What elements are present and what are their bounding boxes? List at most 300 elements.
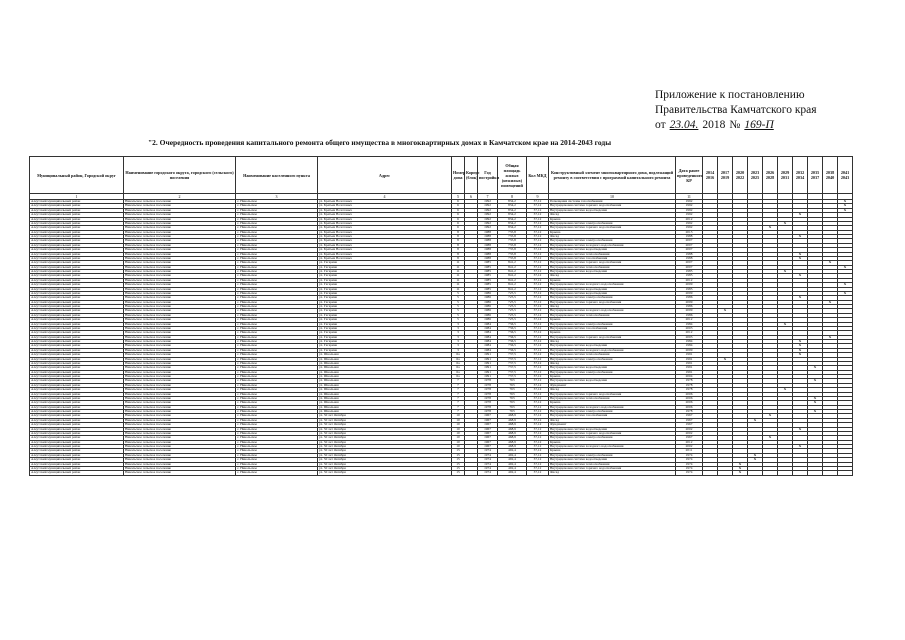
cell-house: 10 — [452, 423, 465, 427]
cell-last-repair: 1992 — [676, 226, 703, 230]
cell-last-repair: 2002 — [676, 431, 703, 435]
cell-settlement: Никольское сельское поселение — [124, 440, 236, 444]
cell-last-repair: 2012 — [676, 217, 703, 221]
cell-element: Внутридомовая система теплоснабжения — [549, 265, 676, 269]
cell-mkd: 37,12 — [527, 449, 549, 453]
cell-locality: с. Никольское — [236, 221, 318, 225]
cell-district: Алеутский муниципальный район — [30, 248, 124, 252]
cell-last-repair: 2007 — [676, 239, 703, 243]
cell-year: 1984 — [478, 340, 498, 344]
cell-house: 5 — [452, 300, 465, 304]
cell-address: ул. Гагарина — [318, 331, 452, 335]
cell-address: ул. 50 лет Октября — [318, 431, 452, 435]
cell-period-mark: X — [823, 300, 838, 304]
cell-last-repair: 1967 — [676, 418, 703, 422]
cell-year: 1974 — [478, 462, 498, 466]
cell-settlement: Никольское сельское поселение — [124, 252, 236, 256]
cell-house: 6 — [452, 226, 465, 230]
cell-period-mark: X — [793, 256, 808, 260]
cell-settlement: Никольское сельское поселение — [124, 204, 236, 208]
cell-settlement: Никольское сельское поселение — [124, 458, 236, 462]
cell-district: Алеутский муниципальный район — [30, 230, 124, 234]
cell-house: 6 — [452, 217, 465, 221]
cell-district: Алеутский муниципальный район — [30, 265, 124, 269]
cell-area: 834,2 — [498, 226, 527, 230]
cell-mkd: 37,12 — [527, 375, 549, 379]
cell-district: Алеутский муниципальный район — [30, 283, 124, 287]
cell-house: 11 — [452, 278, 465, 282]
cell-locality: с. Никольское — [236, 313, 318, 317]
cell-period-mark — [748, 471, 763, 475]
cell-settlement: Никольское сельское поселение — [124, 291, 236, 295]
cell-element: Внутридомовая система водоотведения — [549, 270, 676, 274]
col-period: 2020 2022 — [733, 157, 748, 194]
column-number: 9 — [527, 194, 549, 200]
cell-last-repair: 1985 — [676, 270, 703, 274]
cell-year: 1992 — [478, 204, 498, 208]
cell-mkd: 37,12 — [527, 230, 549, 234]
cell-district: Алеутский муниципальный район — [30, 383, 124, 387]
cell-locality: с. Никольское — [236, 296, 318, 300]
cell-period-mark — [808, 471, 823, 475]
cell-district: Алеутский муниципальный район — [30, 300, 124, 304]
cell-address: ул. Гагарина — [318, 313, 452, 317]
cell-address: ул. Школьная — [318, 388, 452, 392]
cell-period-mark — [793, 471, 808, 475]
cell-house: 7 — [452, 383, 465, 387]
cell-house: 6а — [452, 375, 465, 379]
cell-element: Помещения системы газоснабжения — [549, 200, 676, 204]
cell-area: 468,9 — [498, 423, 527, 427]
cell-area: 725,5 — [498, 318, 527, 322]
cell-last-repair: 1988 — [676, 252, 703, 256]
cell-year: 1967 — [478, 414, 498, 418]
cell-locality: с. Никольское — [236, 361, 318, 365]
cell-element: Внутридомовая система теплоснабжения — [549, 396, 676, 400]
cell-last-repair: 2009 — [676, 348, 703, 352]
cell-settlement: Никольское сельское поселение — [124, 313, 236, 317]
cell-last-repair: 2009 — [676, 300, 703, 304]
cell-element: Внутридомовая система газоснабжения — [549, 414, 676, 418]
col-element: Конструктивный элемент многоквартирного дома, подлежащий ремонту в соответствии с программой капитального ремонта — [549, 157, 676, 194]
cell-district: Алеутский муниципальный район — [30, 462, 124, 466]
cell-period-mark: X — [793, 274, 808, 278]
cell-year: 1974 — [478, 458, 498, 462]
cell-year: 1978 — [478, 401, 498, 405]
cell-address: ул. Гагарина — [318, 265, 452, 269]
cell-settlement: Никольское сельское поселение — [124, 217, 236, 221]
cell-area: 834,2 — [498, 221, 527, 225]
cell-house: 3 — [452, 331, 465, 335]
cell-address: ул. Братьев Волотовых — [318, 235, 452, 239]
cell-locality: с. Никольское — [236, 278, 318, 282]
cell-year: 1988 — [478, 252, 498, 256]
cell-period-mark — [763, 471, 778, 475]
cell-element: Внутридомовая система горячего водоснабжения — [549, 204, 676, 208]
cell-area: 841,2 — [498, 278, 527, 282]
cell-area: 737,5 — [498, 361, 527, 365]
cell-area: 763 — [498, 401, 527, 405]
cell-house: 6а — [452, 361, 465, 365]
cell-area: 841,2 — [498, 261, 527, 265]
cell-settlement: Никольское сельское поселение — [124, 287, 236, 291]
cell-settlement: Никольское сельское поселение — [124, 300, 236, 304]
cell-mkd: 37,12 — [527, 353, 549, 357]
cell-period-mark: X — [733, 462, 748, 466]
cell-element: Внутридомовая система горячего водоснабжения — [549, 392, 676, 396]
cell-address: ул. Гагарина — [318, 348, 452, 352]
cell-area: 841,2 — [498, 270, 527, 274]
cell-mkd: 37,12 — [527, 401, 549, 405]
cell-last-repair: 1988 — [676, 235, 703, 239]
cell-mkd: 37,12 — [527, 388, 549, 392]
cell-locality: с. Никольское — [236, 379, 318, 383]
col-period: 2017 2019 — [718, 157, 733, 194]
cell-area: 737,5 — [498, 353, 527, 357]
cell-district: Алеутский муниципальный район — [30, 235, 124, 239]
cell-element: Внутридомовая система водоотведения — [549, 248, 676, 252]
cell-house: 6 — [452, 200, 465, 204]
cell-element: Фасад — [549, 388, 676, 392]
cell-district: Алеутский муниципальный район — [30, 453, 124, 457]
cell-settlement: Никольское сельское поселение — [124, 243, 236, 247]
cell-element: Фасад — [549, 213, 676, 217]
cell-element: Внутридомовая система водоотведения — [549, 291, 676, 295]
cell-locality: с. Никольское — [236, 322, 318, 326]
cell-element: Крыша — [549, 440, 676, 444]
cell-last-repair: 1967 — [676, 436, 703, 440]
cell-settlement: Никольское сельское поселение — [124, 283, 236, 287]
cell-house: 3 — [452, 326, 465, 330]
cell-mkd: 37,12 — [527, 291, 549, 295]
cell-period-mark: X — [838, 291, 853, 295]
cell-address: ул. Гагарина — [318, 300, 452, 304]
cell-year: 1991 — [478, 357, 498, 361]
cell-house: 15 — [452, 462, 465, 466]
cell-address: ул. 50 лет Октября — [318, 436, 452, 440]
cell-settlement: Никольское сельское поселение — [124, 405, 236, 409]
cell-locality: с. Никольское — [236, 287, 318, 291]
cell-mkd: 37,12 — [527, 213, 549, 217]
cell-last-repair: 2007 — [676, 261, 703, 265]
cell-mkd: 37,12 — [527, 256, 549, 260]
document-title: "2. Очередность проведения капитального ремонта общего имущества в многоквартирных домах в Камчатском крае на 2014-2043 годы — [148, 138, 612, 147]
cell-district: Алеутский муниципальный район — [30, 445, 124, 449]
cell-district: Алеутский муниципальный район — [30, 204, 124, 208]
cell-mkd: 37,12 — [527, 340, 549, 344]
cell-year: 1967 — [478, 418, 498, 422]
cell-element: Внутридомовая система водоотведения — [549, 287, 676, 291]
cell-mkd: 37,12 — [527, 200, 549, 204]
cell-area: 735,8 — [498, 256, 527, 260]
appendix-date: от 23.04. 2018 № 169-П — [655, 119, 774, 131]
cell-district: Алеутский муниципальный район — [30, 296, 124, 300]
cell-period-mark: X — [808, 410, 823, 414]
cell-year: 1974 — [478, 453, 498, 457]
cell-district: Алеутский муниципальный район — [30, 366, 124, 370]
column-number: 3 — [236, 194, 318, 200]
cell-district: Алеутский муниципальный район — [30, 388, 124, 392]
cell-last-repair: 2006 — [676, 405, 703, 409]
cell-mkd: 37,12 — [527, 221, 549, 225]
cell-period-mark: X — [763, 414, 778, 418]
cell-last-repair: 2012 — [676, 440, 703, 444]
cell-year: 1974 — [478, 466, 498, 470]
cell-locality: с. Никольское — [236, 357, 318, 361]
cell-district: Алеутский муниципальный район — [30, 270, 124, 274]
cell-last-repair: 1978 — [676, 383, 703, 387]
repair-schedule-table — [29, 156, 853, 476]
cell-district: Алеутский муниципальный район — [30, 208, 124, 212]
cell-mkd: 37,12 — [527, 204, 549, 208]
col-settlement: Наименование городского округа, городского (сельского) поселения — [124, 157, 236, 194]
cell-settlement: Никольское сельское поселение — [124, 418, 236, 422]
cell-locality: с. Никольское — [236, 305, 318, 309]
cell-locality: с. Никольское — [236, 326, 318, 330]
cell-element: Фундамент — [549, 383, 676, 387]
cell-mkd: 37,12 — [527, 261, 549, 265]
cell-settlement: Никольское сельское поселение — [124, 230, 236, 234]
col-period: 2041 2043 — [838, 157, 853, 194]
cell-last-repair: 2004 — [676, 375, 703, 379]
cell-district: Алеутский муниципальный район — [30, 331, 124, 335]
cell-settlement: Никольское сельское поселение — [124, 379, 236, 383]
col-period: 2014 2016 — [703, 157, 718, 194]
cell-area: 468,9 — [498, 414, 527, 418]
cell-period-mark: X — [838, 283, 853, 287]
cell-address: ул. Братьев Волотовых — [318, 248, 452, 252]
cell-locality: с. Никольское — [236, 401, 318, 405]
cell-settlement: Никольское сельское поселение — [124, 370, 236, 374]
cell-settlement: Никольское сельское поселение — [124, 414, 236, 418]
cell-year: 1978 — [478, 410, 498, 414]
cell-locality: с. Никольское — [236, 375, 318, 379]
cell-house: 3 — [452, 344, 465, 348]
cell-address: ул. Братьев Волотовых — [318, 243, 452, 247]
cell-element: Крыша — [549, 217, 676, 221]
col-district: Муниципальный район, Городской округ — [30, 157, 124, 194]
cell-house: 8 — [452, 248, 465, 252]
cell-area: 841,2 — [498, 274, 527, 278]
cell-year: 1984 — [478, 348, 498, 352]
cell-address: ул. 50 лет Октября — [318, 445, 452, 449]
cell-district: Алеутский муниципальный район — [30, 318, 124, 322]
cell-period-mark: X — [763, 436, 778, 440]
cell-year: 1986 — [478, 313, 498, 317]
cell-mkd: 37,12 — [527, 436, 549, 440]
cell-locality: с. Никольское — [236, 291, 318, 295]
cell-house: 10 — [452, 427, 465, 431]
cell-element: Внутридомовая система горячего водоснабжения — [549, 300, 676, 304]
cell-district: Алеутский муниципальный район — [30, 340, 124, 344]
cell-address: ул. Школьная — [318, 379, 452, 383]
cell-district: Алеутский муниципальный район — [30, 274, 124, 278]
cell-address: ул. Гагарина — [318, 335, 452, 339]
cell-house: 7 — [452, 401, 465, 405]
cell-element: Внутридомовая система горячего водоснабжения — [549, 466, 676, 470]
cell-element: Внутридомовая система холодного водоснабжения — [549, 309, 676, 313]
cell-locality: с. Никольское — [236, 243, 318, 247]
cell-locality: с. Никольское — [236, 274, 318, 278]
cell-locality: с. Никольское — [236, 200, 318, 204]
cell-locality: с. Никольское — [236, 261, 318, 265]
cell-locality: с. Никольское — [236, 270, 318, 274]
cell-period-mark: X — [808, 401, 823, 405]
cell-address: ул. Школьная — [318, 392, 452, 396]
cell-house: 6а — [452, 357, 465, 361]
cell-settlement: Никольское сельское поселение — [124, 427, 236, 431]
cell-mkd: 37,12 — [527, 313, 549, 317]
cell-address: ул. Гагарина — [318, 326, 452, 330]
cell-year: 1978 — [478, 392, 498, 396]
cell-locality: с. Никольское — [236, 353, 318, 357]
cell-settlement: Никольское сельское поселение — [124, 348, 236, 352]
cell-locality: с. Никольское — [236, 348, 318, 352]
cell-period-mark — [778, 471, 793, 475]
cell-locality: с. Никольское — [236, 440, 318, 444]
cell-area: 737,5 — [498, 366, 527, 370]
cell-house: 6 — [452, 208, 465, 212]
cell-last-repair: 2007 — [676, 243, 703, 247]
cell-address: ул. Школьная — [318, 405, 452, 409]
cell-house: 8 — [452, 256, 465, 260]
cell-address: ул. Школьная — [318, 357, 452, 361]
cell-area: 737,5 — [498, 375, 527, 379]
cell-house: 6а — [452, 353, 465, 357]
cell-year: 1986 — [478, 305, 498, 309]
cell-area: 725,5 — [498, 291, 527, 295]
appendix-block — [655, 88, 900, 133]
cell-period-mark — [718, 471, 733, 475]
cell-house: 11 — [452, 270, 465, 274]
cell-locality: с. Никольское — [236, 449, 318, 453]
cell-address: ул. Гагарина — [318, 296, 452, 300]
cell-year: 1978 — [478, 388, 498, 392]
cell-year: 1992 — [478, 200, 498, 204]
cell-district: Алеутский муниципальный район — [30, 410, 124, 414]
cell-area: 834,2 — [498, 204, 527, 208]
cell-year: 1991 — [478, 366, 498, 370]
cell-element: Фасад — [549, 274, 676, 278]
cell-district: Алеутский муниципальный район — [30, 427, 124, 431]
cell-year: 1991 — [478, 370, 498, 374]
date-year: 2018 — [702, 119, 726, 131]
cell-locality: с. Никольское — [236, 431, 318, 435]
cell-area: 492,4 — [498, 449, 527, 453]
cell-area: 492,4 — [498, 466, 527, 470]
cell-area: 725,5 — [498, 313, 527, 317]
cell-year: 1985 — [478, 261, 498, 265]
cell-district: Алеутский муниципальный район — [30, 278, 124, 282]
cell-year: 1978 — [478, 405, 498, 409]
cell-year: 1984 — [478, 331, 498, 335]
cell-locality: с. Никольское — [236, 418, 318, 422]
cell-period-mark: X — [748, 418, 763, 422]
cell-house: 5 — [452, 309, 465, 313]
cell-settlement: Никольское сельское поселение — [124, 471, 236, 475]
cell-year: 1984 — [478, 326, 498, 330]
cell-area: 834,2 — [498, 208, 527, 212]
cell-house: 3 — [452, 348, 465, 352]
cell-locality: с. Никольское — [236, 300, 318, 304]
cell-locality: с. Никольское — [236, 344, 318, 348]
cell-element: Внутридомовая система водоотведения — [549, 208, 676, 212]
cell-mkd: 37,12 — [527, 370, 549, 374]
cell-year: 1992 — [478, 213, 498, 217]
cell-element: Внутридомовая система электроснабжения — [549, 221, 676, 225]
cell-district: Алеутский муниципальный район — [30, 200, 124, 204]
cell-address: ул. Братьев Волотовых — [318, 226, 452, 230]
cell-mkd: 37,12 — [527, 226, 549, 230]
cell-address: ул. Школьная — [318, 401, 452, 405]
cell-period-mark: X — [778, 322, 793, 326]
cell-house: 7 — [452, 410, 465, 414]
cell-period-mark: X — [793, 340, 808, 344]
cell-house: 3 — [452, 322, 465, 326]
cell-element: Внутридомовая система водоотведения — [549, 458, 676, 462]
cell-last-repair: 2007 — [676, 248, 703, 252]
col-period: 2038 2040 — [823, 157, 838, 194]
cell-locality: с. Никольское — [236, 239, 318, 243]
cell-district: Алеутский муниципальный район — [30, 239, 124, 243]
cell-house: 15 — [452, 453, 465, 457]
cell-element: Внутридомовая система горячего водоснабжения — [549, 261, 676, 265]
cell-address: ул. Школьная — [318, 375, 452, 379]
cell-mkd: 37,12 — [527, 344, 549, 348]
cell-period-mark: X — [838, 208, 853, 212]
table-row — [30, 471, 853, 475]
cell-locality: с. Никольское — [236, 388, 318, 392]
cell-address: ул. Гагарина — [318, 322, 452, 326]
cell-district: Алеутский муниципальный район — [30, 392, 124, 396]
column-number: 7 — [478, 194, 498, 200]
cell-house: 7 — [452, 379, 465, 383]
cell-last-repair: 1986 — [676, 296, 703, 300]
cell-settlement: Никольское сельское поселение — [124, 361, 236, 365]
cell-address: ул. Школьная — [318, 366, 452, 370]
cell-address: ул. 50 лет Октября — [318, 471, 452, 475]
cell-district: Алеутский муниципальный район — [30, 344, 124, 348]
cell-area: 468,9 — [498, 436, 527, 440]
cell-area: 735,8 — [498, 235, 527, 239]
cell-year: 1988 — [478, 243, 498, 247]
cell-locality: с. Никольское — [236, 265, 318, 269]
cell-period-mark: X — [733, 466, 748, 470]
cell-element: Внутридомовая система электроснабжения — [549, 357, 676, 361]
cell-locality: с. Никольское — [236, 235, 318, 239]
cell-last-repair: 1992 — [676, 221, 703, 225]
cell-last-repair: 1974 — [676, 458, 703, 462]
cell-last-repair: 2013 — [676, 230, 703, 234]
cell-address: ул. Братьев Волотовых — [318, 221, 452, 225]
cell-address: ул. 50 лет Октября — [318, 453, 452, 457]
cell-period-mark: X — [808, 366, 823, 370]
cell-last-repair: 1967 — [676, 423, 703, 427]
cell-settlement: Никольское сельское поселение — [124, 366, 236, 370]
cell-last-repair: 1974 — [676, 453, 703, 457]
cell-period-mark: X — [793, 348, 808, 352]
cell-mkd: 37,12 — [527, 270, 549, 274]
cell-district: Алеутский муниципальный район — [30, 405, 124, 409]
cell-period-mark: X — [838, 200, 853, 204]
cell-house: 5 — [452, 318, 465, 322]
cell-year: 1986 — [478, 291, 498, 295]
cell-settlement: Никольское сельское поселение — [124, 388, 236, 392]
cell-settlement: Никольское сельское поселение — [124, 208, 236, 212]
col-period: 2023 2025 — [748, 157, 763, 194]
cell-element: Внутридомовая система горячего водоснабжения — [549, 226, 676, 230]
cell-locality: с. Никольское — [236, 213, 318, 217]
